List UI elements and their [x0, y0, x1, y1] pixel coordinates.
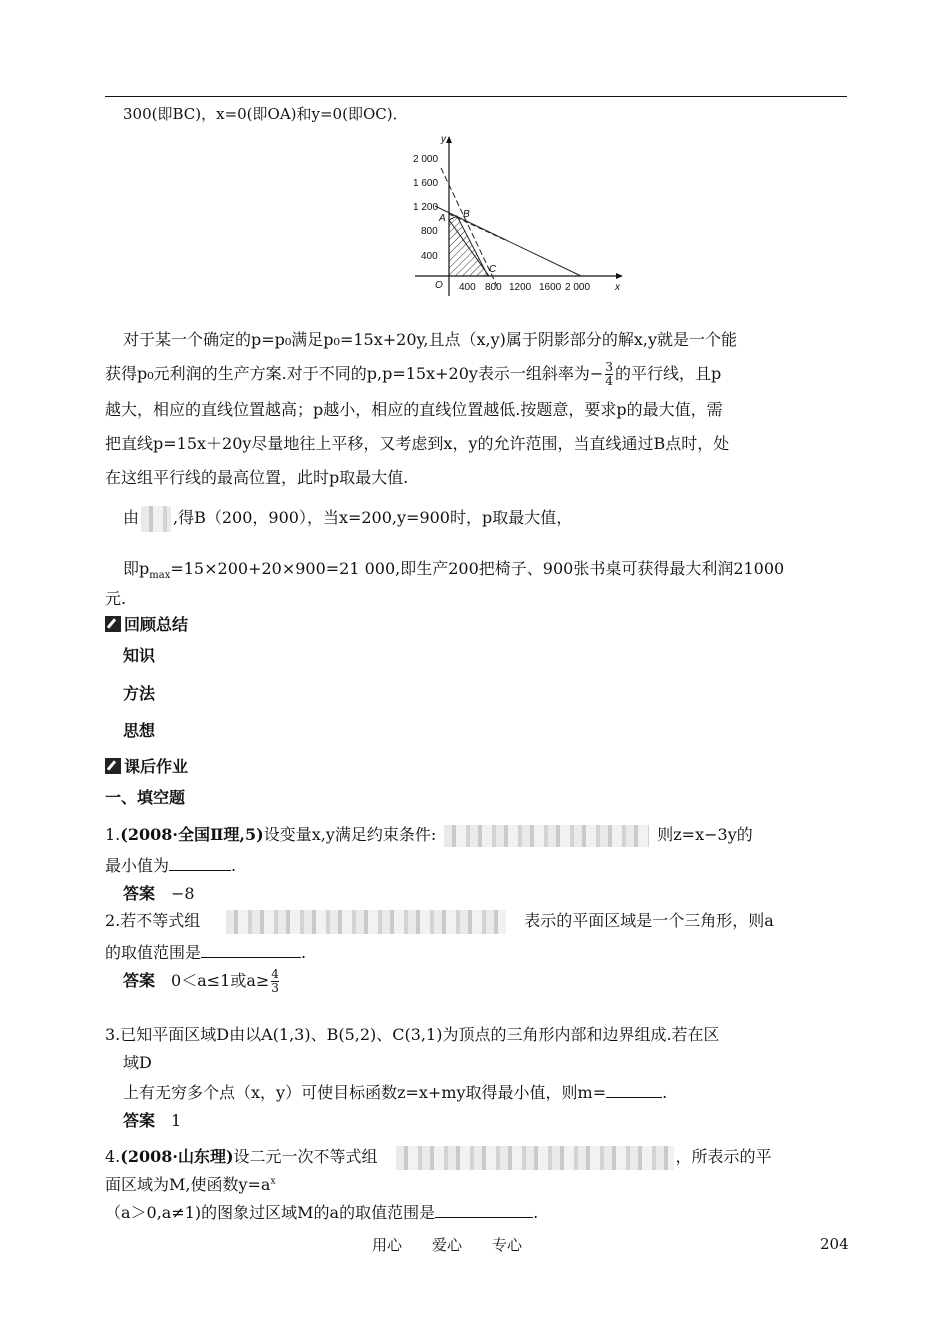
page-number: 204 — [820, 1235, 849, 1253]
y-tick: 400 — [421, 251, 438, 262]
paragraph-3-end: 元. — [105, 589, 127, 608]
text-line: 在这组平行线的最高位置，此时p取最大值. — [105, 468, 409, 487]
x-axis-label: x — [615, 282, 620, 293]
inequality-system-image — [396, 1146, 674, 1170]
system-equations-image — [141, 506, 171, 532]
question-1-line2: 最小值为 . — [105, 856, 237, 875]
y-tick: 800 — [421, 226, 438, 237]
answer-blank — [169, 856, 231, 871]
pen-icon — [105, 758, 121, 774]
x-tick: 2 000 — [565, 282, 591, 293]
answer-blank — [201, 943, 301, 958]
origin-label: O — [435, 280, 443, 291]
fraction-4-3: $\frac{4}{3}$ — [271, 967, 279, 995]
review-item: 知识 — [123, 646, 156, 665]
answer-blank — [606, 1083, 662, 1098]
inequality-system-image — [226, 910, 506, 934]
question-3-line3: 上有无穷多个点（x，y）可使目标函数z=x+my取得最小值，则m= . — [123, 1083, 668, 1102]
paragraph-2: 由 ,得B（200，900），当x=200,y=900时，p取最大值， — [123, 505, 572, 532]
question-4-line2: 面区域为M,使函数$y=a^x$ — [105, 1175, 276, 1194]
answer-blank — [435, 1203, 533, 1218]
question-3: 3.已知平面区域D由以A(1,3)、B(5,2)、C(3,1)为顶点的三角形内部和边界组成.若在区 — [105, 1025, 720, 1044]
answer-3: 答案 1 — [123, 1111, 182, 1130]
question-2-line2: 的取值范围是 . — [105, 943, 307, 962]
point-C-label: C — [489, 264, 497, 275]
x-tick: 1200 — [509, 282, 532, 293]
section-homework: 课后作业 — [105, 754, 188, 777]
paragraph-3: 即$p_{max}=15\times 200+20\times 900=21$ 000,即生产200把椅子、900张书桌可获得最大利润21000 — [123, 559, 785, 582]
section-review: 回顾总结 — [105, 612, 188, 635]
footer-text: 用心 爱心 专心 — [372, 1236, 523, 1254]
x-arrow — [616, 273, 623, 279]
question-2: 2.若不等式组 表示的平面区域是一个三角形，则a — [105, 908, 774, 934]
pen-icon — [105, 616, 121, 632]
top-line: 300(即BC)，x=0(即OA)和y=0(即OC)． — [123, 105, 408, 123]
fraction-3-4: $\frac{3}{4}$ — [605, 360, 613, 388]
header-rule — [105, 96, 847, 97]
answer-1: 答案 −8 — [123, 884, 195, 903]
y-arrow — [446, 136, 452, 143]
answer-2: 答案 0＜a≤1或a≥ $\frac{4}{3}$ — [123, 967, 279, 995]
question-4-line3: （a＞0,a≠1)的图象过区域M的a的取值范围是 . — [105, 1203, 539, 1222]
y-tick: 1 600 — [413, 178, 439, 189]
y-axis-label: y — [441, 134, 446, 145]
point-A-label: A — [439, 213, 446, 224]
text-line: 越大，相应的直线位置越高；p越小，相应的直线位置越低.按题意，要求p的最大值，需 — [105, 400, 723, 419]
constraint-system-image — [444, 825, 649, 847]
point-B-label: B — [463, 209, 470, 220]
review-item: 方法 — [123, 684, 156, 703]
part-title: 一、填空题 — [105, 788, 186, 807]
text-line: 把直线p=15x＋20y尽量地往上平移，又考虑到x，y的允许范围，当直线通过B点时，处 — [105, 434, 730, 453]
x-tick: 400 — [459, 282, 476, 293]
y-tick: 2 000 — [413, 154, 439, 165]
question-1: 1.(2008·全国Ⅱ理,5)设变量x,y满足约束条件: 则z=x−3y的 — [105, 822, 753, 847]
x-tick: 1600 — [539, 282, 562, 293]
question-4: 4.(2008·山东理)设二元一次不等式组 ，所表示的平 — [105, 1144, 772, 1170]
question-3-line2: 域D — [123, 1053, 152, 1072]
paragraph-1 — [105, 323, 847, 495]
text-line: 获得p₀元利润的生产方案.对于不同的p,p=15x+20y表示一组斜率为− $\frac{3}{4}$ 的平行线，且p — [105, 360, 722, 388]
feasible-region-graph — [405, 128, 645, 308]
y-tick: 1 200 — [413, 202, 439, 213]
x-tick: 800 — [485, 282, 502, 293]
text-line: 对于某一个确定的p=p₀满足p₀=15x+20y,且点（x,y)属于阴影部分的解x,y就是一个能 — [123, 330, 738, 349]
review-item: 思想 — [123, 721, 156, 740]
